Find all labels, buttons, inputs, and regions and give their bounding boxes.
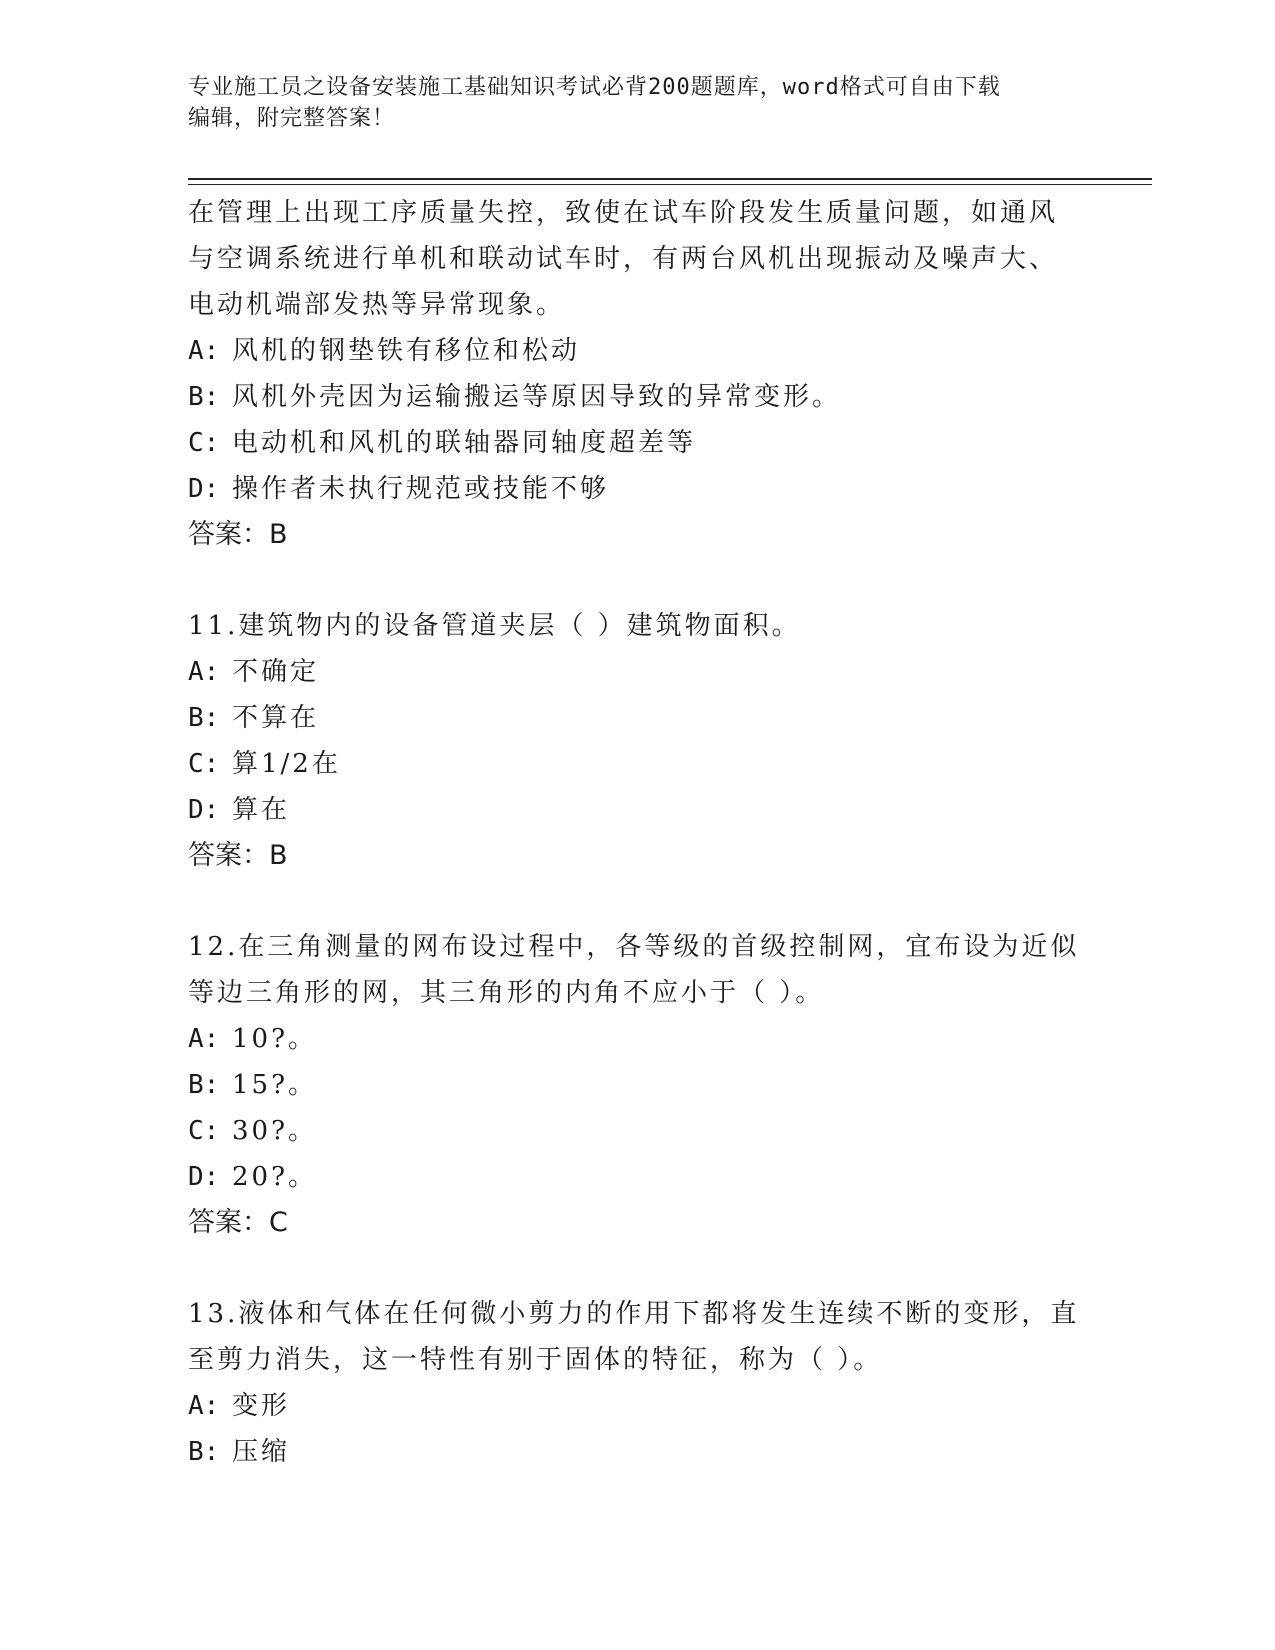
option-b [188,695,1088,741]
option-label: C: [188,428,220,458]
option-text: 算1/2在 [232,749,341,779]
question-text-line: 11.建筑物内的设备管道夹层（ ）建筑物面积。 [188,611,801,641]
option-label: B: [188,703,220,733]
answer-line: 答案：B [188,519,288,550]
option-b [188,1062,1088,1108]
option-text: 10?。 [232,1024,318,1054]
option-a [188,1383,1088,1429]
option-label: C: [188,749,220,779]
option-b [188,1429,1088,1475]
option-text: 15?。 [232,1070,318,1100]
option-d [188,787,1088,833]
option-text: 操作者未执行规范或技能不够 [232,474,610,504]
option-label: A: [188,336,220,366]
option-text: 电动机和风机的联轴器同轴度超差等 [232,428,697,458]
option-text: 不算在 [232,703,320,733]
question-12 [188,924,1088,1246]
option-a [188,1016,1088,1062]
option-label: A: [188,1024,220,1054]
option-label: B: [188,382,220,412]
option-label: C: [188,1116,220,1146]
option-d [188,466,1088,512]
option-label: D: [188,795,220,825]
header-rule-thick [188,178,1152,180]
option-label: A: [188,1391,220,1421]
option-text: 压缩 [232,1437,291,1467]
option-text: 不确定 [232,657,320,687]
option-text: 算在 [232,795,291,825]
answer-line: 答案：C [188,1207,288,1238]
question-13 [188,1291,1088,1475]
question-10 [188,190,1088,558]
option-a [188,328,1088,374]
option-a [188,649,1088,695]
question-text-line: 等边三角形的网，其三角形的内角不应小于（ ）。 [188,978,825,1008]
header-title-line-2: 编辑，附完整答案！ [188,106,396,131]
option-label: B: [188,1070,220,1100]
question-text-line: 在管理上出现工序质量失控，致使在试车阶段发生质量问题，如通风 [188,198,1059,228]
option-c [188,1108,1088,1154]
answer-line: 答案：B [188,840,288,871]
question-text-line: 12.在三角测量的网布设过程中，各等级的首级控制网，宜布设为近似 [188,932,1080,962]
option-c [188,741,1088,787]
header-title-line-1: 专业施工员之设备安装施工基础知识考试必背200题题库，word格式可自由下载 [188,75,1001,100]
question-text-line: 与空调系统进行单机和联动试车时，有两台风机出现振动及噪声大、 [188,244,1059,274]
question-list [188,190,1088,1475]
question-text-line: 电动机端部发热等异常现象。 [188,290,566,320]
option-label: A: [188,657,220,687]
question-text-line: 至剪力消失，这一特性有别于固体的特征，称为（ ）。 [188,1345,883,1375]
question-text-line: 13.液体和气体在任何微小剪力的作用下都将发生连续不断的变形，直 [188,1299,1080,1329]
document-header [188,72,1088,134]
option-label: D: [188,1162,220,1192]
question-11 [188,603,1088,879]
option-text: 风机的钢垫铁有移位和松动 [232,336,581,366]
option-b [188,374,1088,420]
option-text: 20?。 [232,1162,318,1192]
option-text: 30?。 [232,1116,318,1146]
option-label: D: [188,474,220,504]
option-text: 风机外壳因为运输搬运等原因导致的异常变形。 [232,382,842,412]
option-d [188,1154,1088,1200]
option-c [188,420,1088,466]
header-rule-thin [188,184,1152,185]
option-label: B: [188,1437,220,1467]
option-text: 变形 [232,1391,291,1421]
